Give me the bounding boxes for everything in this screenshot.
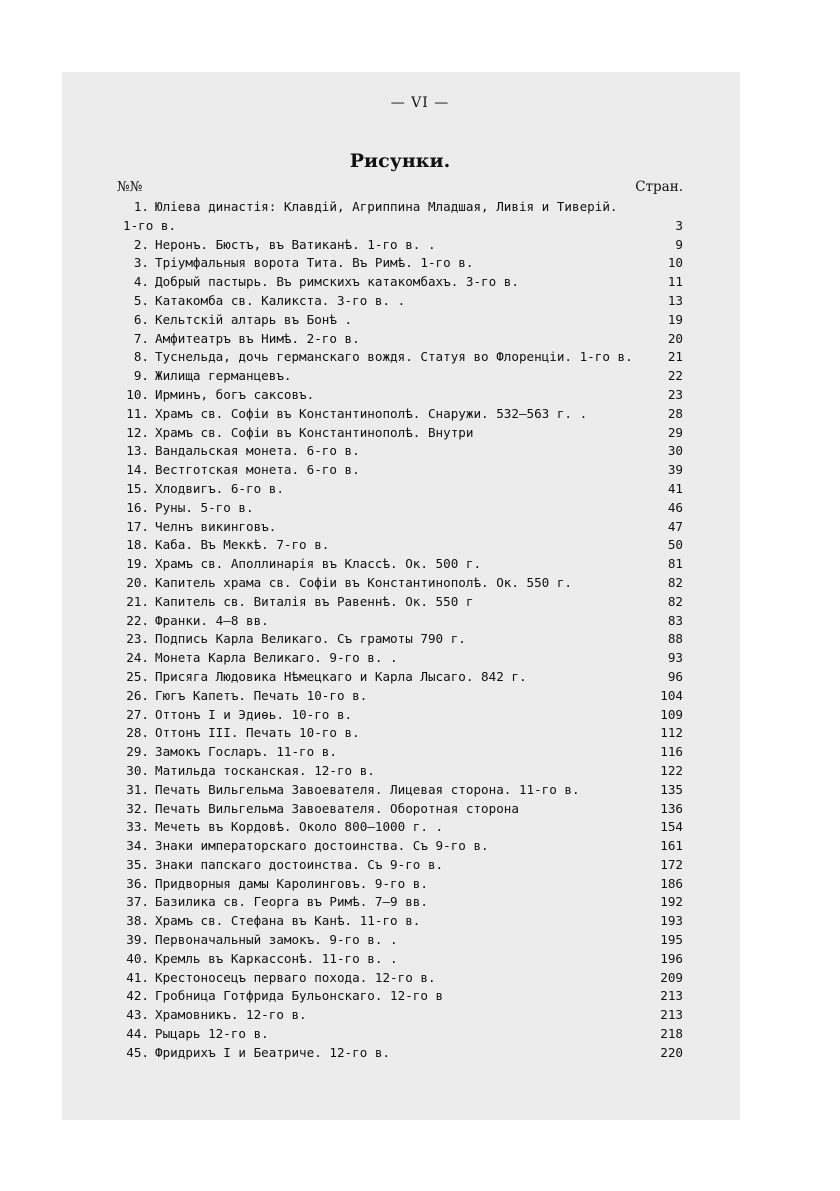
entry-page: 19 (667, 311, 683, 327)
list-item (117, 198, 683, 217)
entry-page: 9 (675, 236, 683, 252)
list-item (117, 367, 683, 386)
page-title: Рисунки. (349, 150, 451, 172)
list-header (117, 179, 683, 197)
entry-title: Первоначальный замокъ. 9-го в. . (155, 932, 398, 948)
entry-title: Катакомба св. Каликста. 3-го в. . (155, 292, 406, 308)
list-item (117, 818, 683, 837)
entry-page: 39 (667, 462, 683, 478)
entry-number: 4. (133, 274, 149, 290)
entry-title: Вестготская монета. 6-го в. (155, 462, 360, 478)
entry-title: Храмъ св. Аполлинарія въ Классѣ. Ок. 500 г. (155, 556, 482, 572)
list-item (117, 687, 683, 706)
entry-page: 20 (667, 330, 683, 346)
list-item (117, 518, 683, 537)
entry-title: Гробница Готфрида Бульонскаго. 12-го в (155, 988, 444, 1004)
entry-number: 6. (133, 311, 149, 327)
entry-number: 35. (126, 856, 149, 872)
entry-number: 25. (126, 668, 149, 684)
entry-page: 10 (667, 255, 683, 271)
entry-page: 28 (667, 405, 683, 421)
entry-page: 21 (667, 349, 683, 365)
entry-number: 28. (126, 725, 149, 741)
entry-title: Кремль въ Каркассонѣ. 11-го в. . (155, 950, 398, 966)
entry-page: 47 (667, 518, 683, 534)
entry-number: 16. (126, 499, 149, 515)
entry-page: 88 (667, 631, 683, 647)
entry-page: 93 (667, 650, 683, 666)
entry-title: Храмъ св. Софіи въ Константинополѣ. Снаружи. 532—563 г. . (155, 405, 588, 421)
entry-page: 218 (660, 1026, 683, 1042)
entry-title: Храмъ св. Стефана въ Канѣ. 11-го в. (155, 913, 421, 929)
entry-number: 20. (126, 574, 149, 590)
entry-title: Придворныя дамы Каролинговъ. 9-го в. (155, 875, 428, 891)
list-item (117, 574, 683, 593)
entry-title: Франки. 4—8 вв. (155, 612, 269, 628)
list-item (117, 536, 683, 555)
entry-title: Монета Карла Великаго. 9-го в. . (155, 650, 398, 666)
entry-page: 196 (660, 950, 683, 966)
entry-title: Мечеть въ Кордовѣ. Около 800—1000 г. . (155, 819, 444, 835)
list-item (117, 969, 683, 988)
entry-title: Амфитеатръ въ Нимѣ. 2-го в. (155, 330, 360, 346)
entry-title: Базилика св. Георга въ Римѣ. 7—9 вв. (155, 894, 428, 910)
entry-number: 42. (126, 988, 149, 1004)
entry-number: 3. (133, 255, 149, 271)
entry-number: 1. (133, 199, 149, 214)
entry-page: 82 (667, 593, 683, 609)
entry-number: 36. (126, 875, 149, 891)
list-item (117, 348, 683, 367)
entry-number: 38. (126, 913, 149, 929)
list-item (117, 724, 683, 743)
page-column-header: Стран. (635, 179, 683, 195)
list-item (117, 442, 683, 461)
illustrations-list (117, 198, 683, 1063)
entry-page: 82 (667, 574, 683, 590)
list-item (117, 800, 683, 819)
list-item (117, 630, 683, 649)
entry-title: Кельтскій алтарь въ Бонѣ . (155, 311, 353, 327)
entry-number: 7. (133, 330, 149, 346)
entry-page: 22 (667, 368, 683, 384)
entry-title: Гюгъ Капетъ. Печать 10-го в. (155, 687, 368, 703)
entry-number: 39. (126, 932, 149, 948)
list-item (117, 781, 683, 800)
entry-number: 26. (126, 687, 149, 703)
entry-title: Капитель св. Виталія въ Равеннѣ. Ок. 550 г (155, 593, 474, 609)
entry-page: 192 (660, 894, 683, 910)
entry-title: Знаки папскаго достоинства. Съ 9-го в. (155, 856, 444, 872)
entry-title: Крестоносецъ перваго похода. 12-го в. (155, 969, 436, 985)
entry-number: 12. (126, 424, 149, 440)
entry-page: 83 (667, 612, 683, 628)
entry-number: 21. (126, 593, 149, 609)
entry-title: Печать Вильгельма Завоевателя. Оборотная сторона (155, 800, 519, 816)
entry-title: Каба. Въ Меккѣ. 7-го в. (155, 537, 330, 553)
entry-title: Тріумфальныя ворота Тита. Въ Римѣ. 1-го в. (155, 255, 474, 271)
list-item (117, 931, 683, 950)
entry-title: Рыцарь 12-го в. (155, 1026, 269, 1042)
list-item (117, 612, 683, 631)
entry-number: 34. (126, 838, 149, 854)
entry-page: 81 (667, 556, 683, 572)
entry-title: Оттонъ I и Эдиѳь. 10-го в. (155, 706, 353, 722)
entry-page: 109 (660, 706, 683, 722)
entry-title: Печать Вильгельма Завоевателя. Лицевая сторона. 11-го в. (155, 781, 580, 797)
list-item (117, 311, 683, 330)
entry-number: 17. (126, 518, 149, 534)
entry-number: 9. (133, 368, 149, 384)
entry-page: 135 (660, 781, 683, 797)
entry-number: 11. (126, 405, 149, 421)
entry-title: Храмъ св. Софіи въ Константинополѣ. Внутри (155, 424, 474, 440)
entry-page: 213 (660, 1007, 683, 1023)
entry-title: Фридрихъ I и Беатриче. 12-го в. (155, 1044, 391, 1060)
entry-title: Вандальская монета. 6-го в. (155, 443, 360, 459)
list-item (117, 405, 683, 424)
entry-number: 32. (126, 800, 149, 816)
entry-page: 29 (667, 424, 683, 440)
entry-page: 154 (660, 819, 683, 835)
entry-page: 209 (660, 969, 683, 985)
entry-title: Подпись Карла Великаго. Съ грамоты 790 г. (155, 631, 466, 647)
entry-page: 41 (667, 480, 683, 496)
list-item (117, 837, 683, 856)
entry-page: 11 (667, 274, 683, 290)
entry-page: 116 (660, 744, 683, 760)
entry-title: Замокъ Госларъ. 11-го в. (155, 744, 337, 760)
entry-title: Оттонъ III. Печать 10-го в. (155, 725, 360, 741)
entry-page: 13 (667, 292, 683, 308)
entry-title: Туснельда, дочь германскаго вождя. Статуя во Флоренціи. 1-го в. (155, 349, 633, 365)
entry-page: 3 (675, 217, 683, 233)
list-item (117, 950, 683, 969)
entry-title: Хлодвигъ. 6-го в. (155, 480, 284, 496)
number-column-header: №№ (117, 179, 143, 195)
list-item (117, 987, 683, 1006)
entry-number: 23. (126, 631, 149, 647)
entry-title-continuation: 1-го в. (123, 217, 177, 233)
list-item (117, 424, 683, 443)
entry-number: 22. (126, 612, 149, 628)
entry-title: Матильда тосканская. 12-го в. (155, 762, 375, 778)
entry-page: 220 (660, 1044, 683, 1060)
list-item (117, 593, 683, 612)
list-item (117, 480, 683, 499)
list-item (117, 499, 683, 518)
entry-title: Юліева династія: Клавдій, Агриппина Младшая, Ливія и Тиверій. (155, 199, 618, 214)
list-item (117, 912, 683, 931)
entry-title: Неронъ. Бюстъ, въ Ватиканѣ. 1-го в. . (155, 236, 436, 252)
entry-number: 31. (126, 781, 149, 797)
entry-title: Руны. 5-го в. (155, 499, 254, 515)
entry-page: 186 (660, 875, 683, 891)
entry-number: 15. (126, 480, 149, 496)
page-number: — VI — (390, 95, 450, 111)
list-item (117, 875, 683, 894)
list-item (117, 706, 683, 725)
list-item (117, 273, 683, 292)
list-item (117, 330, 683, 349)
list-item-continuation (117, 217, 683, 236)
entry-title: Добрый пастырь. Въ римскихъ катакомбахъ. 3-го в. (155, 274, 519, 290)
entry-page: 112 (660, 725, 683, 741)
list-item (117, 1025, 683, 1044)
entry-number: 10. (126, 386, 149, 402)
entry-page: 46 (667, 499, 683, 515)
entry-number: 19. (126, 556, 149, 572)
list-item (117, 743, 683, 762)
entry-number: 14. (126, 462, 149, 478)
entry-page: 104 (660, 687, 683, 703)
entry-number: 30. (126, 762, 149, 778)
entry-number: 18. (126, 537, 149, 553)
entry-number: 43. (126, 1007, 149, 1023)
entry-page: 193 (660, 913, 683, 929)
entry-title: Жилища германцевъ. (155, 368, 292, 384)
entry-page: 96 (667, 668, 683, 684)
entry-number: 44. (126, 1026, 149, 1042)
list-item (117, 762, 683, 781)
entry-page: 136 (660, 800, 683, 816)
entry-title: Знаки императорскаго достоинства. Съ 9-го в. (155, 838, 489, 854)
entry-page: 172 (660, 856, 683, 872)
entry-title: Ирминъ, богъ саксовъ. (155, 386, 315, 402)
list-item (117, 386, 683, 405)
list-item (117, 236, 683, 255)
list-item (117, 254, 683, 273)
entry-page: 50 (667, 537, 683, 553)
entry-title: Присяга Людовика Нѣмецкаго и Карла Лысаго. 842 г. (155, 668, 527, 684)
entry-number: 45. (126, 1044, 149, 1060)
entry-page: 213 (660, 988, 683, 1004)
entry-number: 24. (126, 650, 149, 666)
entry-number: 5. (133, 292, 149, 308)
entry-number: 37. (126, 894, 149, 910)
entry-title: Храмовникъ. 12-го в. (155, 1007, 307, 1023)
entry-page: 122 (660, 762, 683, 778)
entry-number: 40. (126, 950, 149, 966)
entry-title: Челнъ викинговъ. (155, 518, 277, 534)
entry-number: 13. (126, 443, 149, 459)
entry-page: 161 (660, 838, 683, 854)
list-item (117, 856, 683, 875)
list-item (117, 461, 683, 480)
list-item (117, 649, 683, 668)
list-item (117, 668, 683, 687)
list-item (117, 1006, 683, 1025)
entry-page: 23 (667, 386, 683, 402)
entry-number: 2. (133, 236, 149, 252)
list-item (117, 292, 683, 311)
entry-number: 8. (133, 349, 149, 365)
entry-number: 27. (126, 706, 149, 722)
entry-title: Капитель храма св. Софіи въ Константинополѣ. Ок. 550 г. (155, 574, 573, 590)
list-item (117, 893, 683, 912)
list-item (117, 1044, 683, 1063)
list-item (117, 555, 683, 574)
entry-page: 195 (660, 932, 683, 948)
entry-page: 30 (667, 443, 683, 459)
entry-number: 33. (126, 819, 149, 835)
entry-number: 41. (126, 969, 149, 985)
entry-number: 29. (126, 744, 149, 760)
